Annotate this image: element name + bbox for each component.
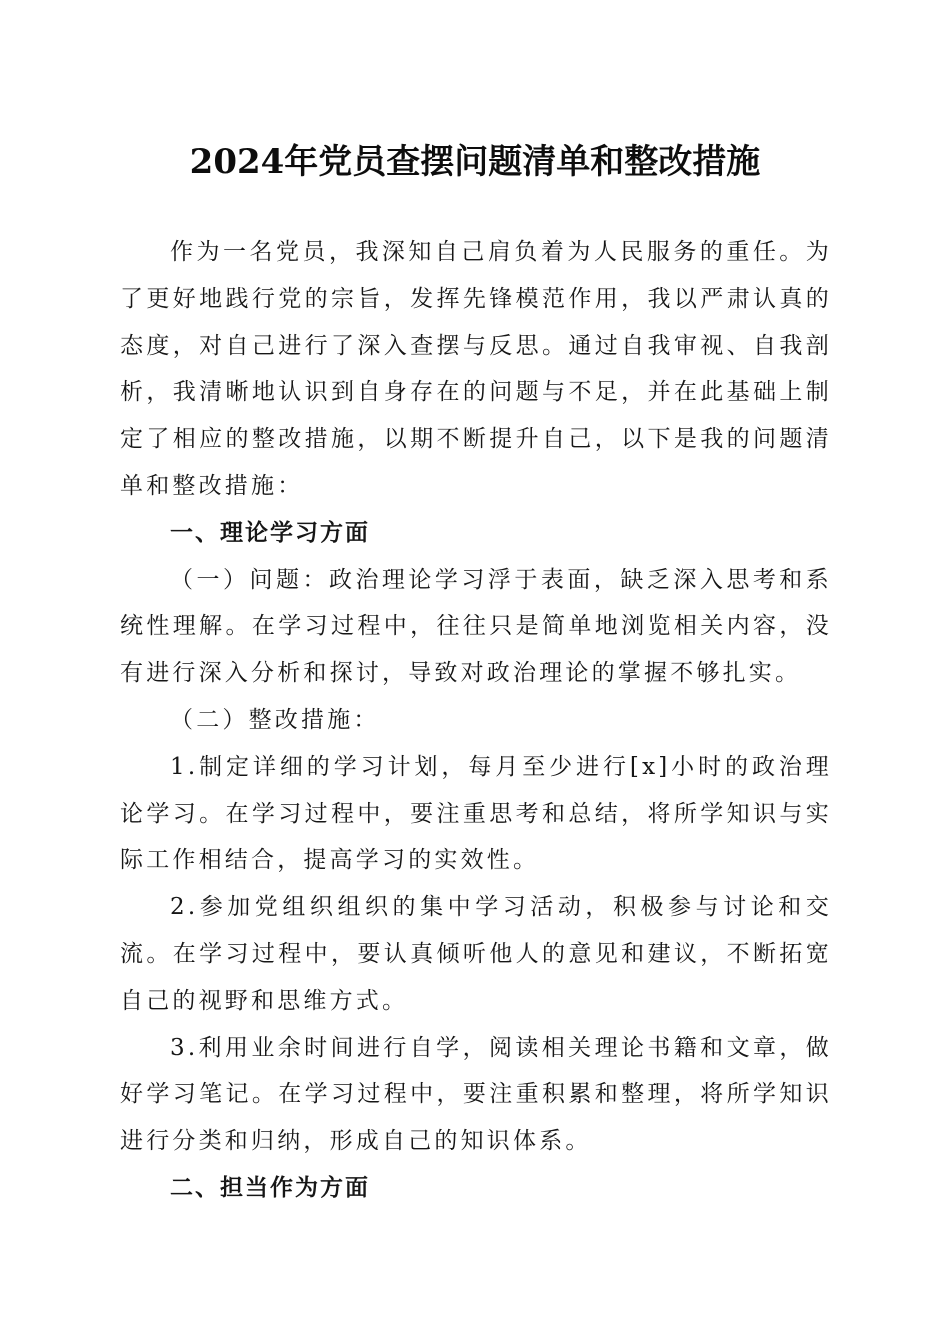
measures-heading: （二）整改措施： [170,706,380,733]
section-heading-responsibility: 二、担当作为方面 [170,1174,370,1201]
measure-item-3: 3.利用业余时间进行自学，阅读相关理论书籍和文章，做好学习笔记。在学习过程中，要注重积累和整理，将所学知识进行分类和归纳，形成自己的知识体系。 [120,1034,832,1155]
document-body [120,229,832,1212]
document-title: 2024年党员查摆问题清单和整改措施 [189,142,761,182]
section-heading-theory: 一、理论学习方面 [170,519,370,546]
measure-item-1: 1.制定详细的学习计划，每月至少进行[x]小时的政治理论学习。在学习过程中，要注重思考和总结，将所学知识与实际工作相结合，提高学习的实效性。 [120,753,832,874]
intro-paragraph: 作为一名党员，我深知自己肩负着为人民服务的重任。为了更好地践行党的宗旨，发挥先锋模范作用，我以严肃认真的态度，对自己进行了深入查摆与反思。通过自我审视、自我剖析，我清晰地认识到自身存在的问题与不足，并在此基础上制定了相应的整改措施，以期不断提升自己，以下是我的问题清单和整改措施： [120,239,832,499]
measure-item-2: 2.参加党组织组织的集中学习活动，积极参与讨论和交流。在学习过程中，要认真倾听他人的意见和建议，不断拓宽自己的视野和思维方式。 [120,894,832,1014]
problem-paragraph: （一）问题：政治理论学习浮于表面，缺乏深入思考和系统性理解。在学习过程中，往往只是简单地浏览相关内容，没有进行深入分析和探讨，导致对政治理论的掌握不够扎实。 [120,566,832,687]
